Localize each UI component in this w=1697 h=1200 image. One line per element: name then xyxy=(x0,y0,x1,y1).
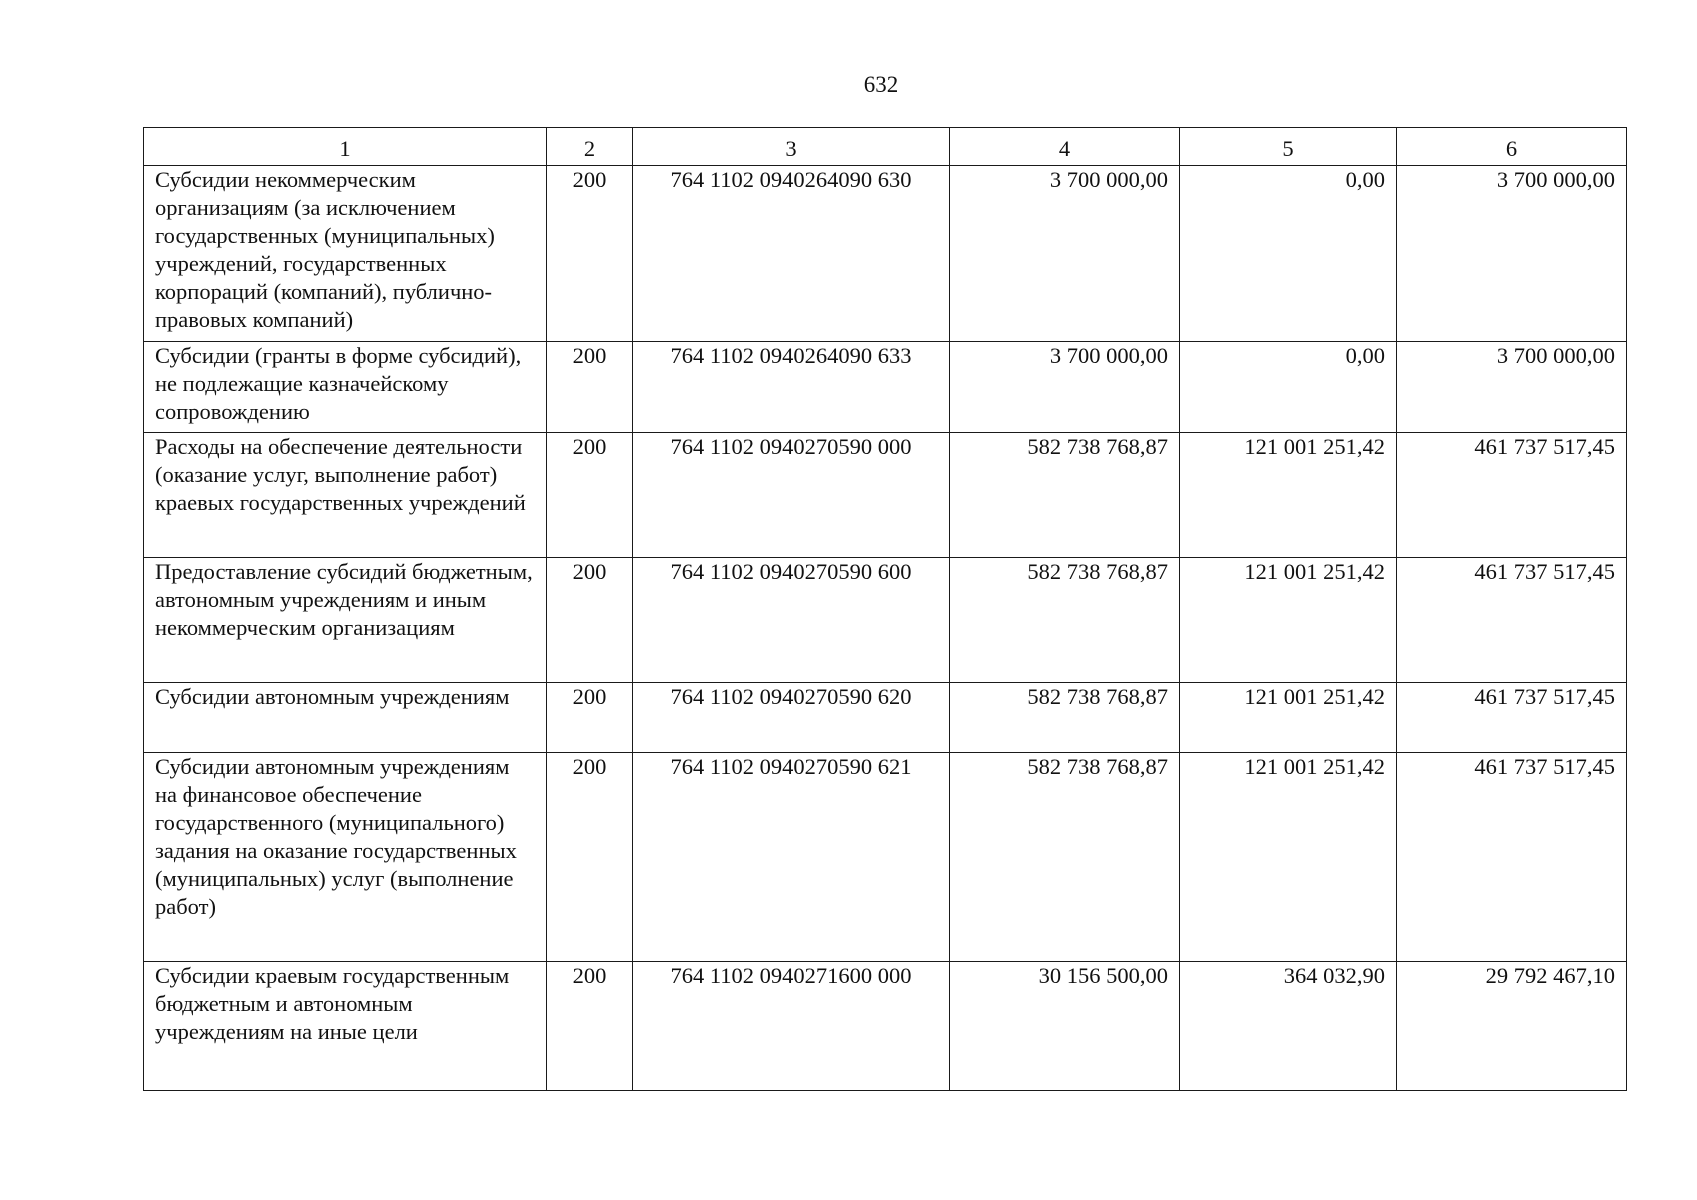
row-col5-cell: 121 001 251,42 xyxy=(1180,558,1397,683)
row-code-cell: 764 1102 0940271600 000 xyxy=(633,962,950,1091)
table-header-row xyxy=(144,128,1627,166)
row-code-cell: 764 1102 0940264090 630 xyxy=(633,166,950,342)
row-col6-cell: 3 700 000,00 xyxy=(1397,166,1627,342)
row-col4-cell: 30 156 500,00 xyxy=(950,962,1180,1091)
table-row xyxy=(144,433,1627,558)
column-header: 1 xyxy=(144,128,547,166)
column-header: 3 xyxy=(633,128,950,166)
row-col5-cell: 121 001 251,42 xyxy=(1180,753,1397,962)
row-col5-cell: 121 001 251,42 xyxy=(1180,683,1397,753)
row-code-cell: 764 1102 0940270590 600 xyxy=(633,558,950,683)
row-name-cell: Субсидии автономным учреждениям на финансовое обеспечение государственного (муниципального) задания на оказание государственных (муниципальных) услуг (выполнение работ) xyxy=(144,753,547,962)
row-name-cell: Субсидии автономным учреждениям xyxy=(144,683,547,753)
page-number: 632 xyxy=(863,72,899,97)
row-col5-cell: 364 032,90 xyxy=(1180,962,1397,1091)
row-col4-cell: 582 738 768,87 xyxy=(950,683,1180,753)
table-row xyxy=(144,683,1627,753)
row-name-cell: Расходы на обеспечение деятельности (оказание услуг, выполнение работ) краевых государственных учреждений xyxy=(144,433,547,558)
row-col2-cell: 200 xyxy=(547,166,633,342)
row-col2-cell: 200 xyxy=(547,753,633,962)
table-row xyxy=(144,558,1627,683)
row-col6-cell: 461 737 517,45 xyxy=(1397,753,1627,962)
row-col6-cell: 29 792 467,10 xyxy=(1397,962,1627,1091)
row-col6-cell: 461 737 517,45 xyxy=(1397,558,1627,683)
row-name-cell: Субсидии (гранты в форме субсидий), не подлежащие казначейскому сопровождению xyxy=(144,342,547,433)
row-col2-cell: 200 xyxy=(547,962,633,1091)
table-row xyxy=(144,753,1627,962)
row-code-cell: 764 1102 0940270590 620 xyxy=(633,683,950,753)
budget-table xyxy=(143,127,1627,1091)
row-col5-cell: 0,00 xyxy=(1180,166,1397,342)
row-col2-cell: 200 xyxy=(547,342,633,433)
row-col4-cell: 3 700 000,00 xyxy=(950,342,1180,433)
row-col4-cell: 582 738 768,87 xyxy=(950,433,1180,558)
row-col5-cell: 0,00 xyxy=(1180,342,1397,433)
column-header: 2 xyxy=(547,128,633,166)
row-col6-cell: 3 700 000,00 xyxy=(1397,342,1627,433)
row-col2-cell: 200 xyxy=(547,683,633,753)
row-col5-cell: 121 001 251,42 xyxy=(1180,433,1397,558)
row-col4-cell: 582 738 768,87 xyxy=(950,753,1180,962)
column-header: 4 xyxy=(950,128,1180,166)
row-col2-cell: 200 xyxy=(547,558,633,683)
column-header: 5 xyxy=(1180,128,1397,166)
table-row xyxy=(144,342,1627,433)
row-col6-cell: 461 737 517,45 xyxy=(1397,433,1627,558)
row-code-cell: 764 1102 0940264090 633 xyxy=(633,342,950,433)
row-code-cell: 764 1102 0940270590 621 xyxy=(633,753,950,962)
row-col4-cell: 582 738 768,87 xyxy=(950,558,1180,683)
row-col4-cell: 3 700 000,00 xyxy=(950,166,1180,342)
row-name-cell: Предоставление субсидий бюджетным, автономным учреждениям и иным некоммерческим организациям xyxy=(144,558,547,683)
row-name-cell: Субсидии некоммерческим организациям (за исключением государственных (муниципальных) учреждений, государственных корпораций (компаний), публично-правовых компаний) xyxy=(144,166,547,342)
row-col6-cell: 461 737 517,45 xyxy=(1397,683,1627,753)
column-header: 6 xyxy=(1397,128,1627,166)
table-row xyxy=(144,166,1627,342)
row-code-cell: 764 1102 0940270590 000 xyxy=(633,433,950,558)
table-row xyxy=(144,962,1627,1091)
row-name-cell: Субсидии краевым государственным бюджетным и автономным учреждениям на иные цели xyxy=(144,962,547,1091)
row-col2-cell: 200 xyxy=(547,433,633,558)
